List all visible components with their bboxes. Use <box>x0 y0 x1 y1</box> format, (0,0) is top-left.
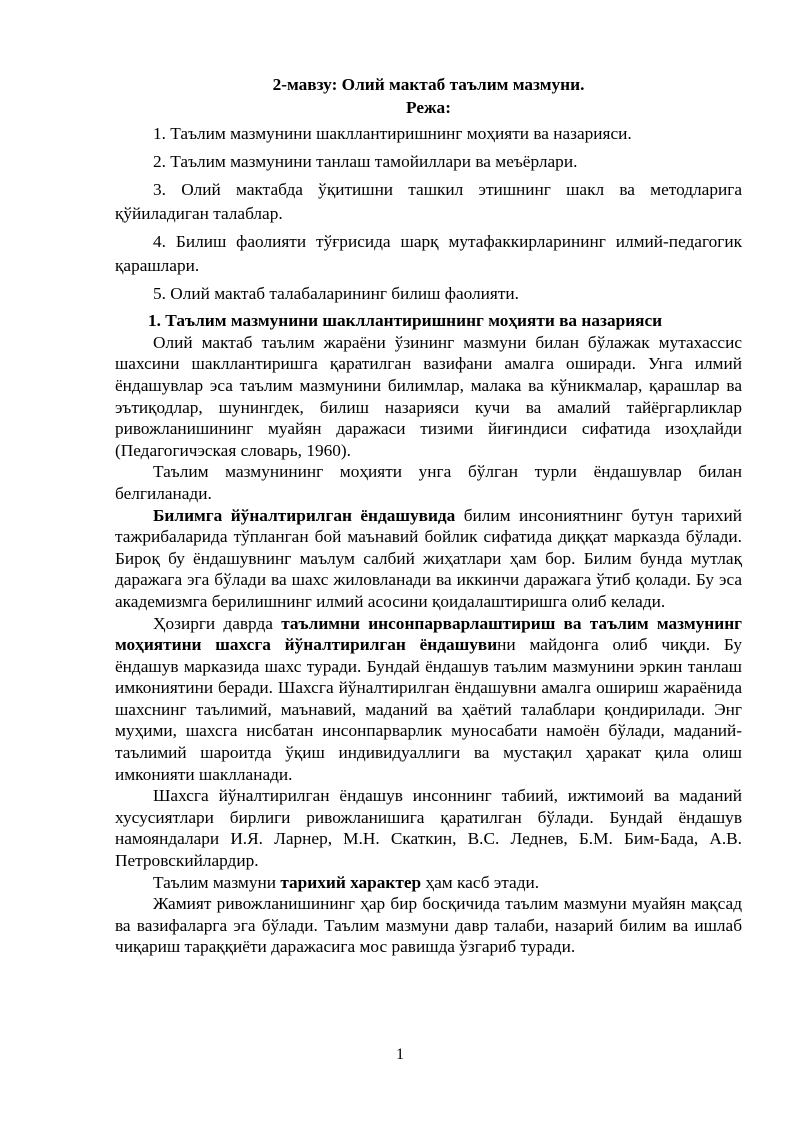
document-title: 2-мавзу: Олий мактаб таълим мазмуни. <box>272 75 585 94</box>
document-page <box>115 74 742 958</box>
plan-heading: Режа: <box>406 97 451 117</box>
paragraph-2: Таълим мазмунининг моҳияти унга бўлган турли ёндашувлар билан белгиланади. <box>115 462 742 503</box>
paragraph-4 <box>115 613 742 786</box>
section-heading: 1. Таълим мазмунини шакллантиришнинг моҳияти ва назарияси <box>148 311 663 331</box>
plan-item-5: 5. Олий мактаб талабаларининг билиш фаолияти. <box>153 284 519 304</box>
paragraph-3 <box>115 505 742 613</box>
paragraph-7: Жамият ривожланишининг ҳар бир босқичида таълим мазмуни муайян мақсад ва вазифаларга эга бўлади. Таълим мазмуни давр талаби, назарий билим ва ишлаб чиқариш тараққиёти даражасига мос равишда ўзгариб туради. <box>115 894 742 957</box>
plan-item-2: 2. Таълим мазмунини танлаш тамойиллари ва меъёрлари. <box>153 152 578 172</box>
paragraph-3-bold: Билимга йўналтирилган ёндашувида <box>153 505 456 525</box>
plan-item-4: 4. Билиш фаолияти тўғрисида шарқ мутафаккирларининг илмий-педагогик қарашлари. <box>115 232 742 276</box>
paragraph-6 <box>115 872 742 894</box>
plan-item-3: 3. Олий мактабда ўқитишни ташкил этишнинг шакл ва методларига қўйиладиган талаблар. <box>115 180 742 224</box>
paragraph-4-text: ни майдонга олиб чиқди. Бу ёндашув марказида шахс туради. Бундай ёндашув таълим мазмунини эркин танлаш имкониятини беради. Шахсга йўналтирилган ёндашувни амалга ошириш жараёнида шахснинг таълимий, маънавий, маданий ва ҳаётий талаблари қондирилади. Энг муҳими, шахсга нисбатан инсонпарварлик муносабати намоён бўлади, маданий-таълимий шароитда ўқиш индивидуаллиги ва мустақил ҳаракат қила олиш имконияти шаклланади. <box>115 635 742 784</box>
paragraph-4-bold: таълимни инсонпарварлаштириш ва таълим мазмунинг моҳиятини шахсга йўналтирилган ёндашуви <box>115 613 743 655</box>
plan-item-1: 1. Таълим мазмунини шакллантиришнинг моҳияти ва назарияси. <box>153 124 632 144</box>
paragraph-6-start: Таълим мазмуни <box>153 872 281 892</box>
paragraph-1: Олий мактаб таълим жараёни ўзининг мазмуни билан бўлажак мутахассис шахсини шакллантиришга қаратилган вазифани амалга оширади. Унга илмий ёндашувлар эса таълим мазмунини билимлар, малака ва кўникмалар, қарашлар ва эътиқодлар, шунингдек, билиш назарияси кучи ва амалий тайёргарликлар ривожланишининг муайян даражаси тизими йиғиндиси сифатида изоҳлайди (Педагогичэская словарь, 1960). <box>115 332 742 460</box>
page-number: 1 <box>396 1046 404 1063</box>
paragraph-4-start: Ҳозирги даврда <box>153 613 282 633</box>
paragraph-5: Шахсга йўналтирилган ёндашув инсоннинг табиий, ижтимоий ва маданий хусусиятлари бирлиги ривожланишига қаратилган бўлади. Бундай ёндашув намояндалари И.Я. Ларнер, М.Н. Скаткин, В.С. Леднев, Б.М. Бим-Бада, А.В. Петровскийлардир. <box>115 786 742 871</box>
paragraph-3-text: билим инсониятнинг бутун тарихий тажрибаларида тўпланган бой маънавий бойлик сифатида диққат марказда бўлади. Бироқ бу ёндашувнинг маълум салбий жиҳатлари ҳам бор. Билим бунда мутлақ даражага эга бўлади ва шахс жиловланади ва иккинчи даражага ўтиб қолади. Бу эса академизмга берилишнинг илмий асосини қоидалаштиришга олиб келади. <box>115 505 742 611</box>
paragraph-6-bold: тарихий характер <box>280 872 422 892</box>
paragraph-6-text: ҳам касб этади. <box>421 872 540 892</box>
